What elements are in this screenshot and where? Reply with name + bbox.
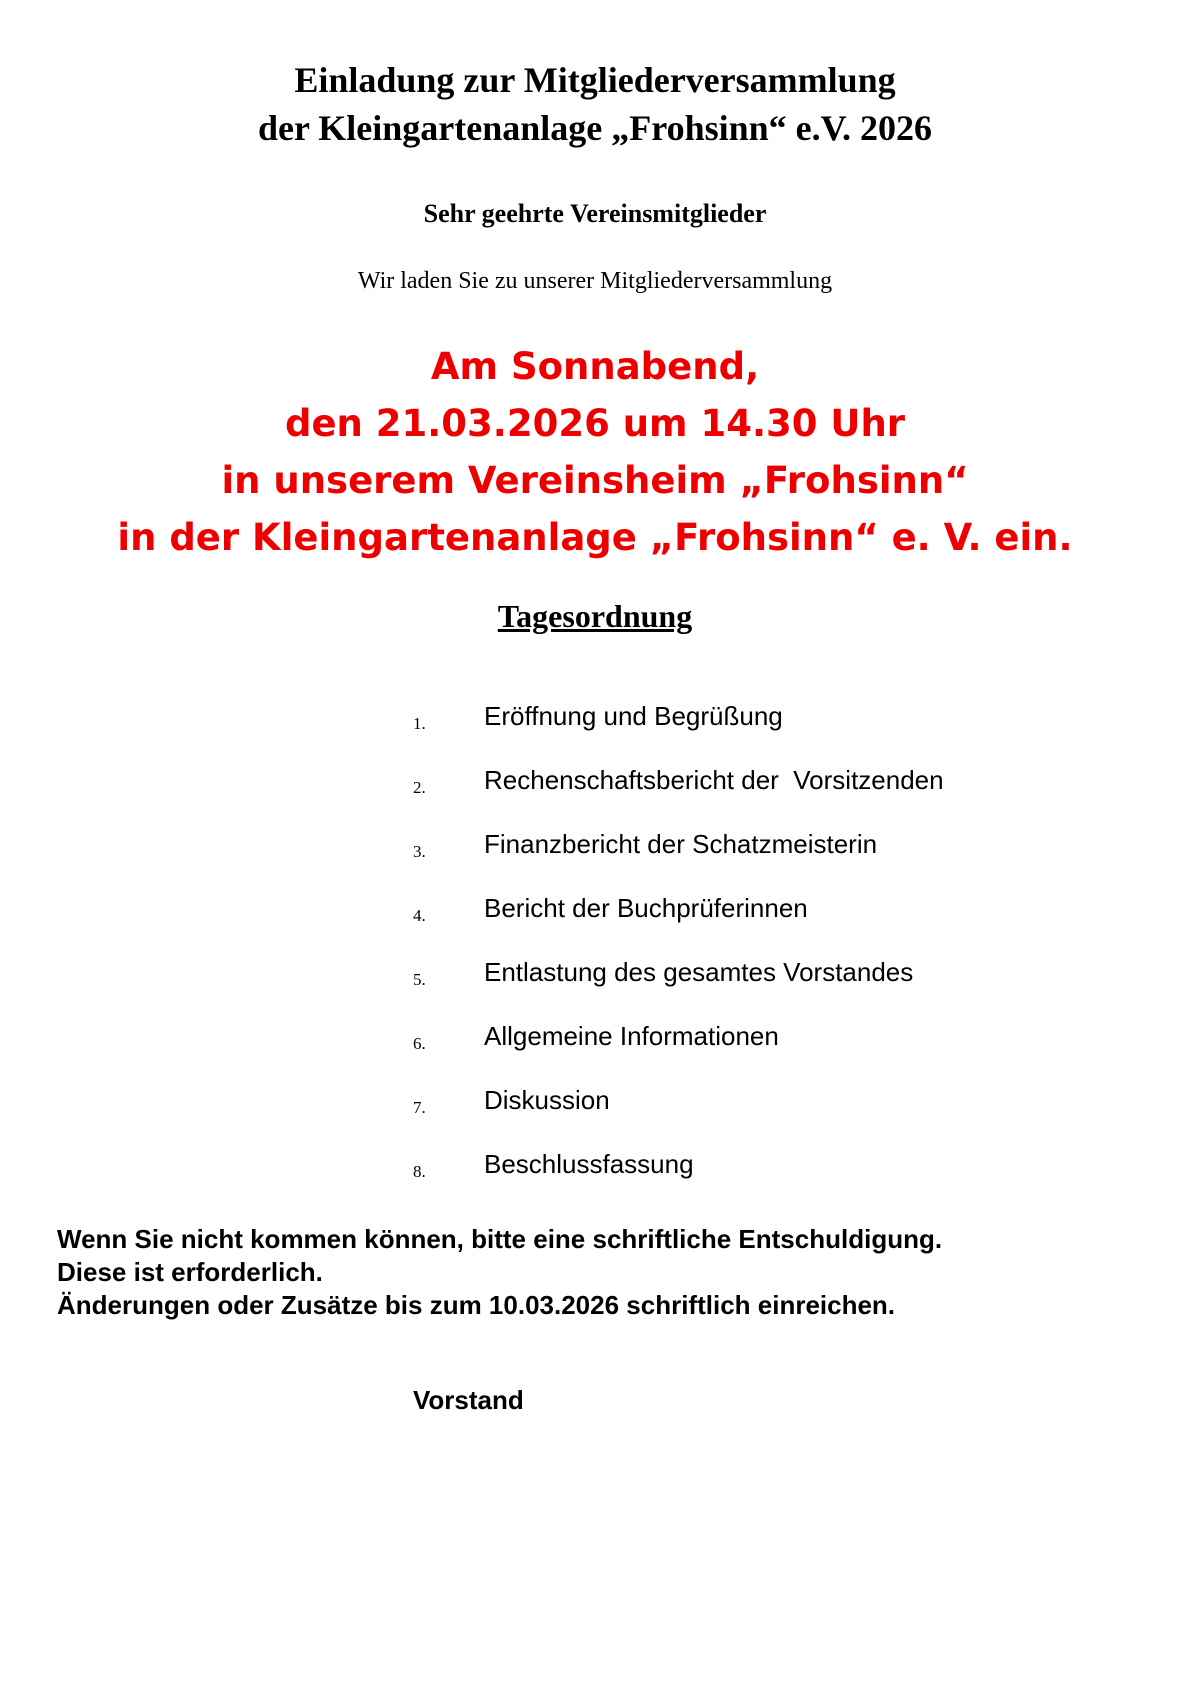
agenda-item-number: 1. [413, 714, 426, 733]
meeting-detail-line: in unserem Vereinsheim „Frohsinn“ [221, 459, 969, 502]
intro-text: Wir laden Sie zu unserer Mitgliederversammlung [357, 268, 833, 294]
agenda-item-text: Beschlussfassung [484, 1149, 694, 1179]
agenda-item-number: 8. [413, 1162, 426, 1181]
meeting-detail-line: Am Sonnabend, [430, 345, 760, 388]
title-line: Einladung zur Mitgliederversammlung [294, 60, 896, 100]
agenda-heading: Tagesordnung [497, 598, 693, 634]
agenda-item [0, 828, 1190, 892]
meeting-detail-line: den 21.03.2026 um 14.30 Uhr [284, 402, 906, 445]
agenda-item-number: 7. [413, 1098, 426, 1117]
agenda-item-text: Rechenschaftsbericht der Vorsitzenden [484, 765, 944, 795]
agenda-item [0, 956, 1190, 1020]
agenda-item-number: 6. [413, 1034, 426, 1053]
agenda-item-number: 4. [413, 906, 426, 925]
agenda-item-text: Finanzbericht der Schatzmeisterin [484, 829, 878, 859]
agenda-item-number: 5. [413, 970, 426, 989]
agenda-item-text: Eröffnung und Begrüßung [484, 701, 783, 731]
agenda-list [0, 700, 1190, 1212]
agenda-item [0, 1084, 1190, 1148]
agenda-item-text: Allgemeine Informationen [484, 1021, 779, 1051]
agenda-item-number: 2. [413, 778, 426, 797]
agenda-item-text: Entlastung des gesamtes Vorstandes [484, 957, 914, 987]
title-line: der Kleingartenanlage „Frohsinn“ e.V. 2026 [257, 108, 933, 148]
agenda-item [0, 700, 1190, 764]
meeting-detail-line: in der Kleingartenanlage „Frohsinn“ e. V. ein. [117, 516, 1073, 559]
document-title [0, 56, 1190, 152]
signature: Vorstand [413, 1385, 524, 1415]
note-line: Wenn Sie nicht kommen können, bitte eine schriftliche Entschuldigung. [57, 1224, 943, 1254]
agenda-item [0, 892, 1190, 956]
agenda-item [0, 1020, 1190, 1084]
agenda-item-number: 3. [413, 842, 426, 861]
agenda-item-text: Bericht der Buchprüferinnen [484, 893, 808, 923]
notes-block [57, 1223, 942, 1322]
agenda-item-text: Diskussion [484, 1085, 610, 1115]
agenda-item [0, 1148, 1190, 1212]
meeting-details [0, 338, 1190, 566]
note-line: Diese ist erforderlich. [57, 1257, 323, 1287]
note-line: Änderungen oder Zusätze bis zum 10.03.2026 schriftlich einreichen. [57, 1290, 896, 1320]
agenda-item [0, 764, 1190, 828]
salutation: Sehr geehrte Vereinsmitglieder [423, 199, 767, 228]
